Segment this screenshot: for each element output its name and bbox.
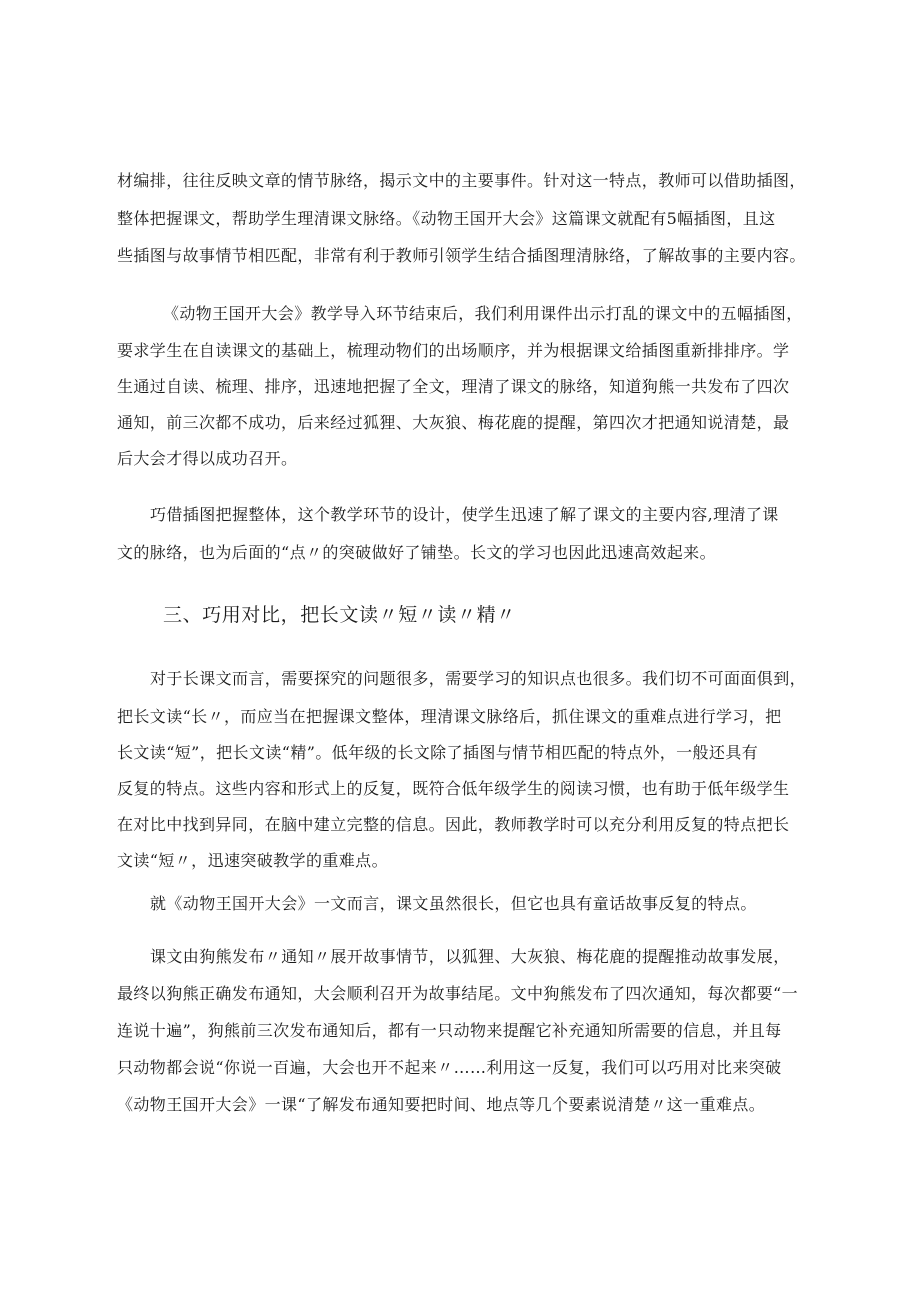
paragraph-6-line-2: 最终以狗熊正确发布通知，大会顺利召开为故事结尾。文中狗熊发布了四次通知，每次都要“一 bbox=[117, 984, 798, 1003]
paragraph-6-line-3: 连说十遍”，狗熊前三次发布通知后，都有一只动物来提醒它补充通知所需要的信息，并且每 bbox=[117, 1021, 782, 1040]
paragraph-6-line-1: 课文由狗熊发布〃通知〃展开故事情节，以狐狸、大灰狼、梅花鹿的提醒推动故事发展， bbox=[150, 947, 790, 966]
paragraph-1-line-2: 整体把握课文，帮助学生理清课文脉络。《动物王国开大会》这篇课文就配有5幅插图，且这 bbox=[117, 209, 776, 228]
paragraph-2-line-3: 生通过自读、梳理、排序，迅速地把握了全文，理清了课文的脉络，知道狗熊一共发布了四次 bbox=[117, 377, 790, 396]
paragraph-2-line-2: 要求学生在自读课文的基础上，梳理动物们的出场顺序，并为根据课文给插图重新排排序。学 bbox=[117, 341, 790, 360]
paragraph-3-line-1: 巧借插图把握整体，这个教学环节的设计，使学生迅速了解了课文的主要内容,理清了课 bbox=[150, 505, 779, 524]
section-heading: 三、巧用对比，把长文读〃短〃读〃精〃 bbox=[163, 604, 516, 626]
paragraph-1-line-1: 材编排，往往反映文章的情节脉络，揭示文中的主要事件。针对这一特点，教师可以借助插图， bbox=[117, 171, 806, 190]
paragraph-6-line-4: 只动物都会说“你说一百遍，大会也开不起来〃……利用这一反复，我们可以巧用对比来突破 bbox=[117, 1058, 782, 1077]
paragraph-3-line-2: 文的脉络，也为后面的“点〃的突破做好了铺垫。长文的学习也因此迅速高效起来。 bbox=[117, 543, 716, 562]
paragraph-4-line-1: 对于长课文而言，需要探究的问题很多，需要学习的知识点也很多。我们切不可面面俱到， bbox=[150, 669, 807, 688]
paragraph-4-line-4: 反复的特点。这些内容和形式上的反复，既符合低年级学生的阅读习惯，也有助于低年级学生 bbox=[117, 779, 790, 798]
paragraph-6-line-5: 《动物王国开大会》一课“了解发布通知要把时间、地点等几个要素说清楚〃这一重难点。 bbox=[117, 1095, 766, 1114]
paragraph-4-line-6: 文读“短〃，迅速突破教学的重难点。 bbox=[117, 851, 388, 870]
paragraph-2-line-5: 后大会才得以成功召开。 bbox=[117, 449, 298, 468]
paragraph-4-line-5: 在对比中找到异同，在脑中建立完整的信息。因此，教师教学时可以充分利用反复的特点把长 bbox=[117, 815, 790, 834]
paragraph-4-line-3: 长文读“短”，把长文读“精”。低年级的长文除了插图与情节相匹配的特点外，一般还具有 bbox=[117, 743, 759, 762]
paragraph-1-line-3: 些插图与故事情节相匹配，非常有利于教师引领学生结合插图理清脉络，了解故事的主要内容。 bbox=[117, 246, 806, 265]
paragraph-5-line-1: 就《动物王国开大会》一文而言，课文虽然很长，但它也具有童话故事反复的特点。 bbox=[150, 894, 757, 913]
paragraph-2-line-1: 《动物王国开大会》教学导入环节结束后，我们利用课件出示打乱的课文中的五幅插图， bbox=[163, 304, 803, 323]
paragraph-2-line-4: 通知，前三次都不成功，后来经过狐狸、大灰狼、梅花鹿的提醒，第四次才把通知说清楚，最 bbox=[117, 413, 790, 432]
paragraph-4-line-2: 把长文读“长〃，而应当在把握课文整体，理清课文脉络后，抓住课文的重难点进行学习，把 bbox=[117, 707, 782, 726]
